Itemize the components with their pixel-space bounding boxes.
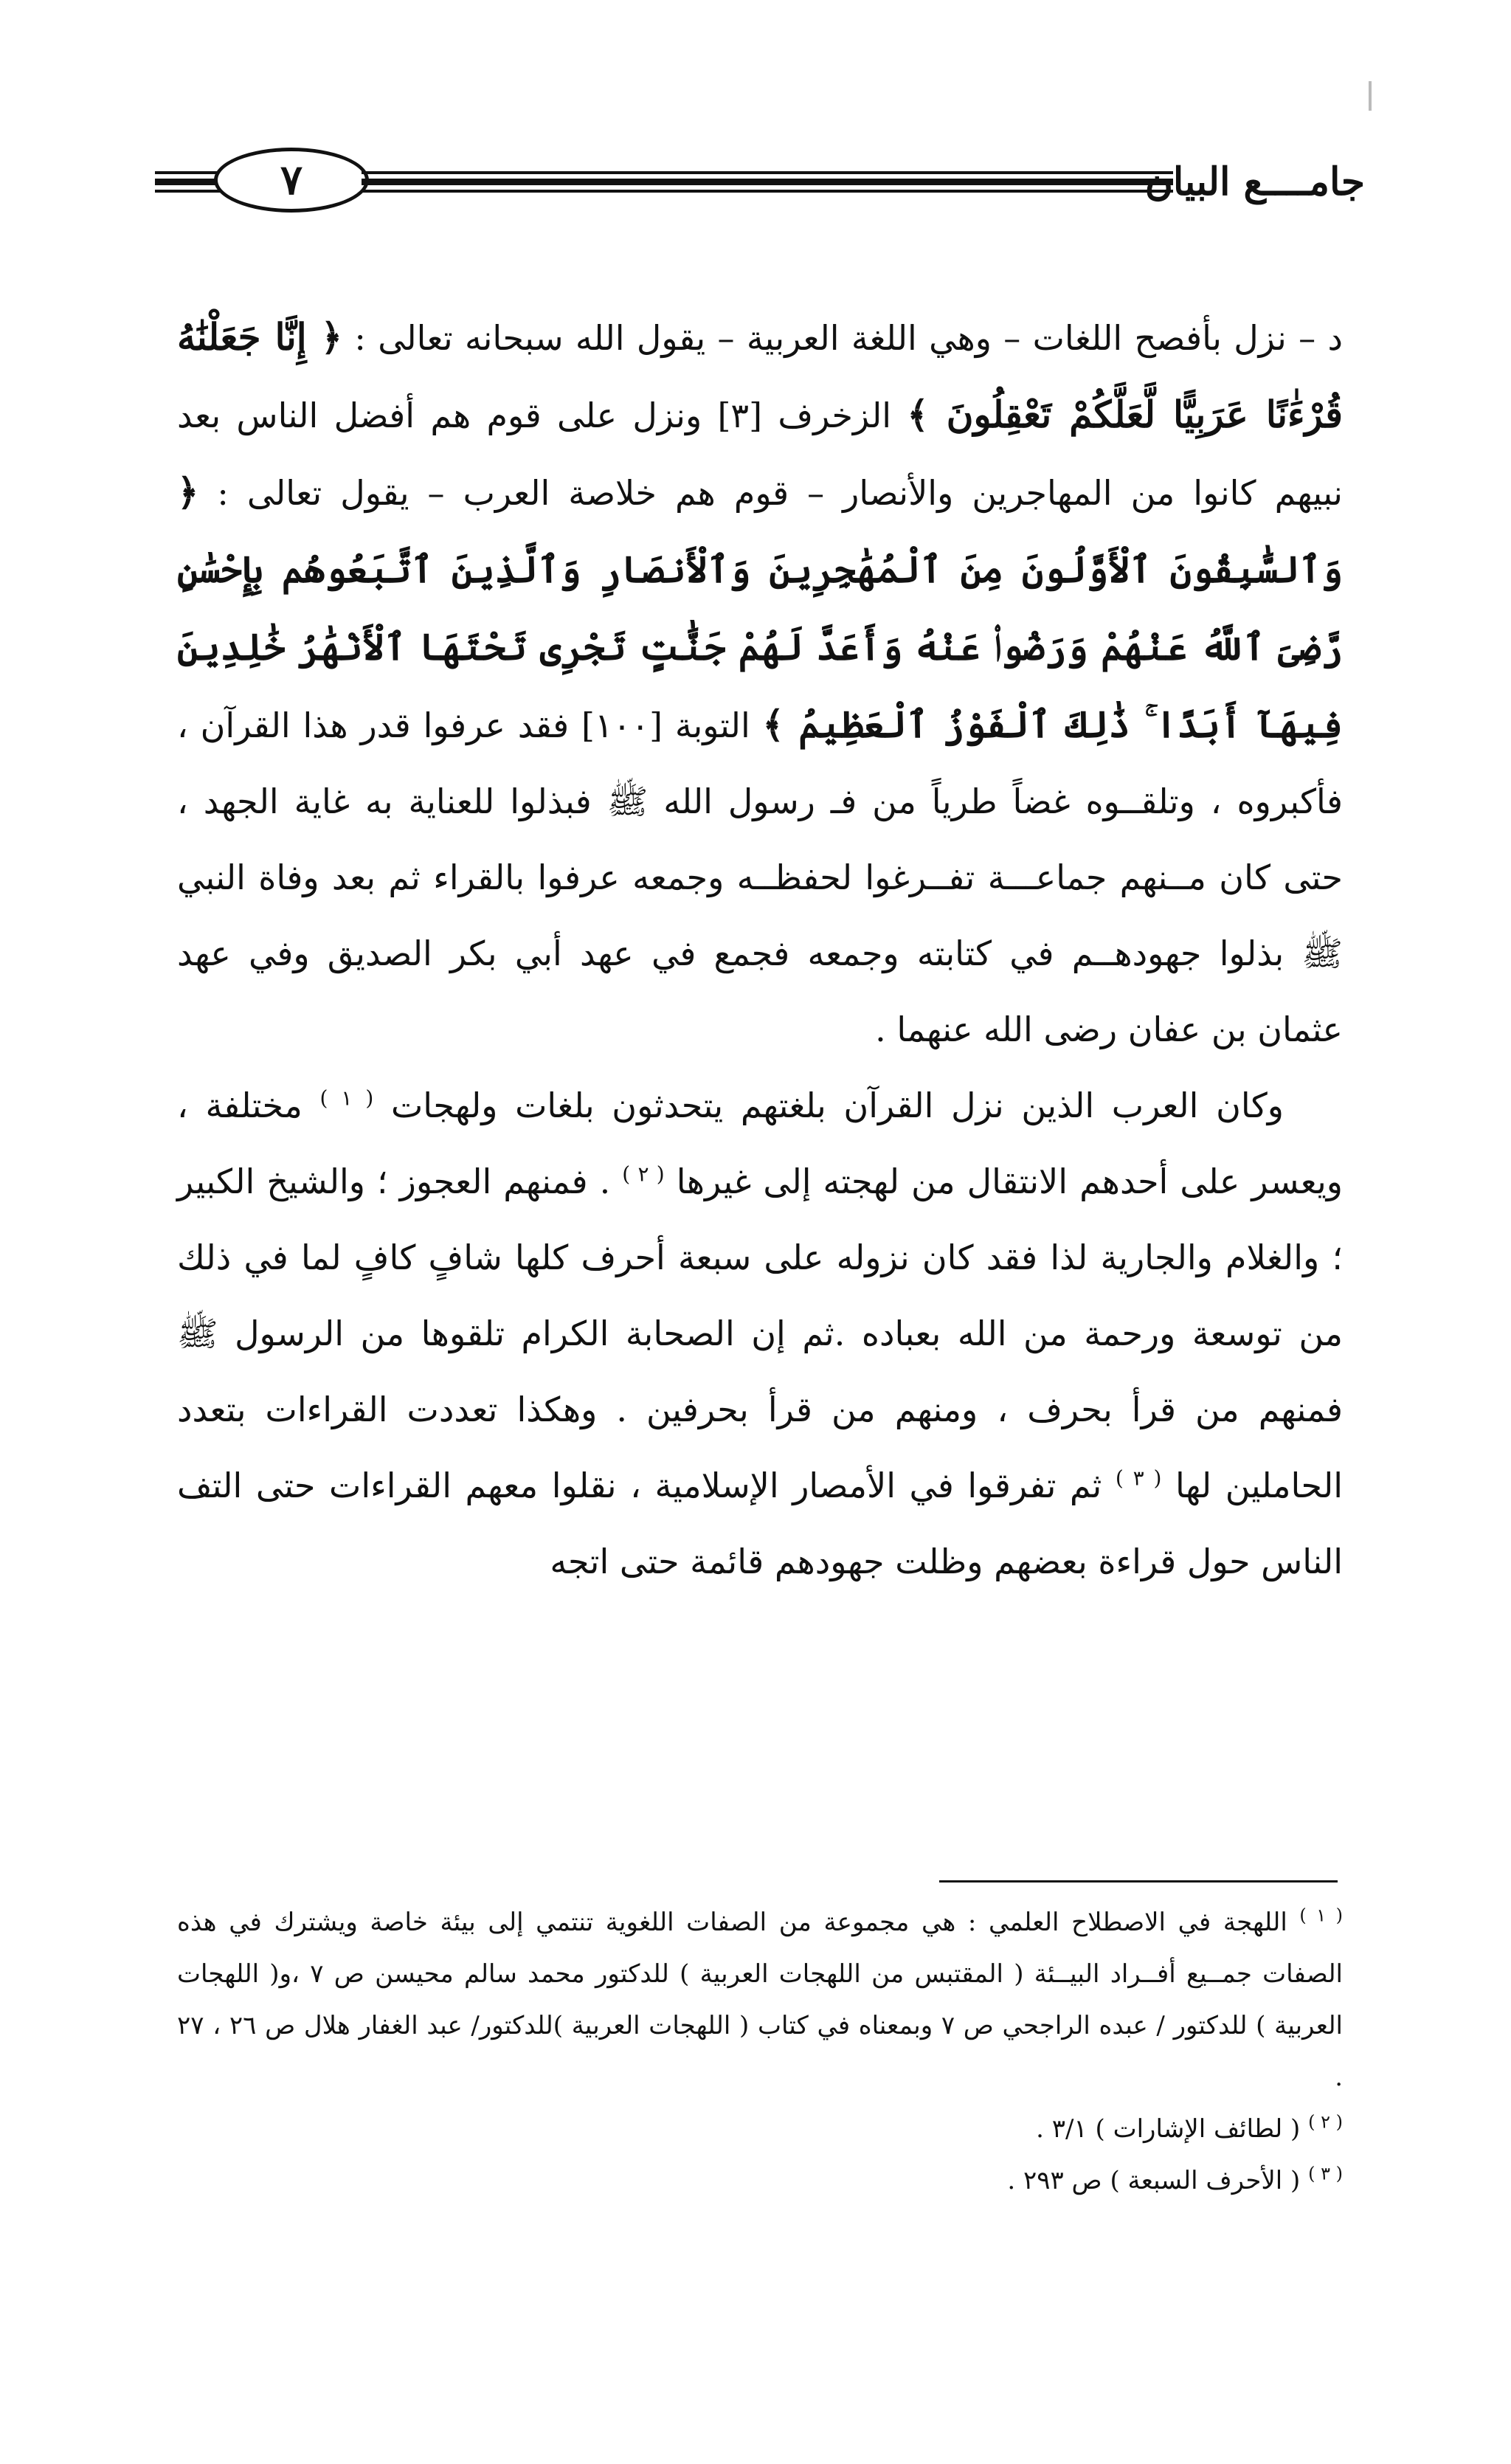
paragraph-2-part-d: ثم تفرقوا في الأمصار الإسلامية ، نقلوا معهم القراءات حتى التف الناس حول قراءة بعضهم وظلت جهودهم قائمة حتى اتجه [177,1466,1343,1581]
footnote-ref-3[interactable]: ( ٣ ) [1115,1466,1162,1491]
header-rule-thick [155,179,221,185]
paragraph-2-part-a: وكان العرب الذين نزل القرآن بلغتهم يتحدثون بلغات ولهجات [373,1086,1284,1125]
footnote-ref-2[interactable]: ( ٢ ) [622,1162,665,1187]
footnote-number: ( ٢ ) [1308,2111,1343,2133]
footnote-1 [177,1897,1343,2103]
quran-verse-tawbah: ﴿ وَٱلسَّٰبِقُونَ ٱلْأَوَّلُونَ مِنَ ٱلْمُهَٰجِرِينَ وَٱلْأَنصَارِ وَٱلَّذِينَ ٱتَّبَعُوهُم بِإِحْسَٰنٍ رَّضِىَ ٱللَّهُ عَنْهُمْ وَرَضُوا۟ عَنْهُ وَأَعَدَّ لَهُمْ جَنَّٰتٍ تَجْرِى تَحْتَهَا ٱلْأَنْهَٰرُ خَٰلِدِينَ فِيهَآ أَبَدًا ۚ ذَٰلِكَ ٱلْفَوْزُ ٱلْعَظِيمُ ﴾ [177,470,1343,746]
paragraph-1-intro: د – نزل بأفصح اللغات – وهي اللغة العربية – يقول الله سبحانه تعالى : [342,318,1343,358]
header-rule-thin-top [155,171,221,174]
footnote-ref-1[interactable]: ( ١ ) [319,1086,374,1111]
quran-verse-zukhruf: ﴿ إِنَّا جَعَلْنَٰهُ قُرْءَٰنًا عَرَبِيًّا لَّعَلَّكُمْ تَعْقِلُونَ ﴾ [177,315,1344,436]
footnote-separator [939,1880,1338,1882]
header-left-rules [155,171,221,193]
footnote-3 [177,2155,1343,2206]
footnote-text: اللهجة في الاصطلاح العلمي : هي مجموعة من الصفات اللغوية تنتمي إلى بيئة خاصة ويشترك في هذه الصفات جمــيع أفــراد البيــئة ( المقتبس من اللهجات العربية ) للدكتور محمد سالم محيسن ص ٧ ،و( اللهجات العربية ) للدكتور / عبده الراجحي ص ٧ وبمعناه في كتاب ( اللهجات العربية )للدكتور/ عبد الغفار هلال ص ٢٦ ، ٢٧ . [177,1908,1344,2092]
header-rule-thin-bottom [155,190,221,193]
footnotes [177,1897,1343,2206]
main-text [177,299,1343,1600]
footnote-2 [177,2103,1343,2155]
footnote-number: ( ٣ ) [1308,2163,1343,2184]
page-header [155,140,1365,221]
header-rule-thin-top [362,171,1173,174]
header-rule-thin-bottom [362,190,1173,193]
paragraph-2-part-c: . فمنهم العجوز ؛ والشيخ الكبير ؛ والغلام والجارية لذا فقد كان نزوله على سبعة أحرف كلها شافٍ كافٍ لما في ذلك من توسعة ورحمة من الله بعباده .ثم إن الصحابة الكرام تلقوها من الرسول ﷺ فمنهم من قرأ بحرف ، ومنهم من قرأ بحرفين . وهكذا تعددت القراءات بتعدد الحاملين لها [177,1162,1344,1505]
paragraph-1-end: التوبة [١٠٠] فقد عرفوا قدر هذا القرآن ، فأكبروه ، وتلقــوه غضاً طرياً من فـ رسول الله ﷺ فبذلوا للعناية به غاية الجهد ، حتى كان مــنهم جماعـــة تفــرغوا لحفظــه وجمعه عرفوا بالقراء ثم بعد وفاة النبي ﷺ بذلوا جهودهــم في كتابته وجمعه فجمع في عهد أبي بكر الصديق وفي عهد عثمان بن عفان رضى الله عنهما . [177,705,1343,1049]
running-title: جامــــع البيان [1144,159,1365,204]
paragraph-2-part-b: مختلفة ، ويعسر على أحدهم الانتقال من لهجته إلى غيرها [177,1086,1343,1201]
scan-artifact [1369,81,1372,111]
footnote-number: ( ١ ) [1299,1905,1343,1926]
header-rule-thick [362,179,1173,185]
paragraph-2 [177,1068,1343,1600]
footnote-text: ( الأحرف السبعة ) ص ٢٩٣ . [1007,2166,1301,2195]
footnote-text: ( لطائف الإشارات ) ٣/١ . [1036,2114,1301,2144]
page-number: ٧ [214,148,369,213]
paragraph-1-middle: الزخرف [٣] ونزل على قوم هم أفضل الناس بعد نبيهم كانوا من المهاجرين والأنصار – قوم هم خلاصة العرب – يقول تعالى : [177,396,1343,513]
paragraph-1 [177,299,1343,1068]
header-rules [362,171,1173,193]
